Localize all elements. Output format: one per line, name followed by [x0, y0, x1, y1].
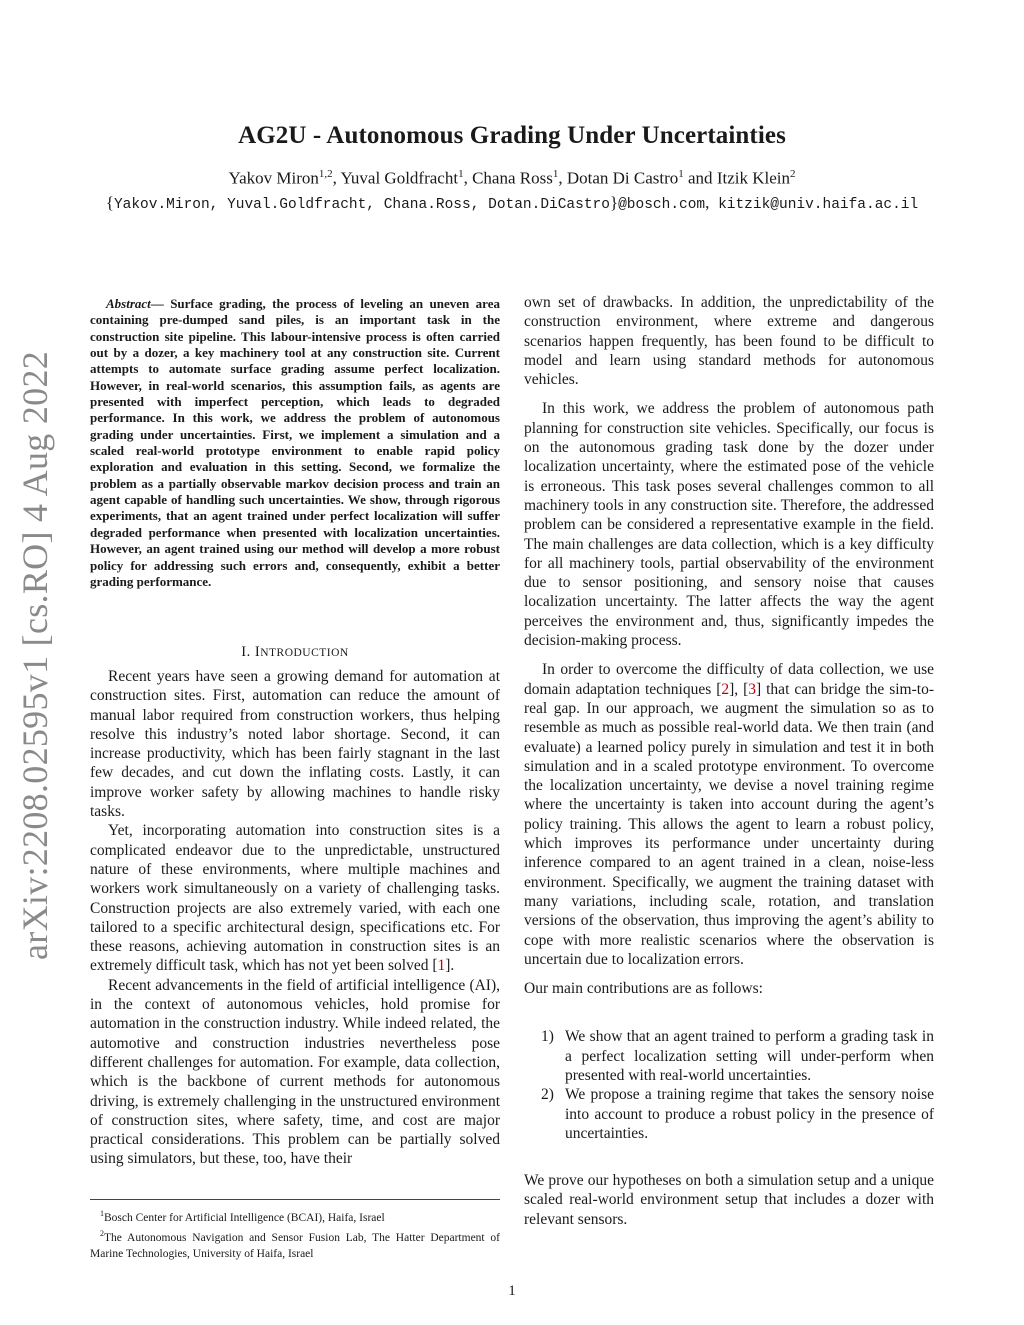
section-title-rest: NTRODUCTION — [260, 647, 349, 659]
paragraph — [90, 821, 500, 975]
author-name: Dotan Di Castro — [566, 168, 679, 188]
paper-title: AG2U - Autonomous Grading Under Uncertainties — [238, 122, 786, 149]
list-number: 1) — [541, 1028, 554, 1046]
list-item-text: We show that an agent trained to perform a grading task in a perfect localization setting will under-perform when presented with real-world uncertainties. — [565, 1028, 934, 1084]
footnote — [90, 1206, 500, 1226]
paragraph: In this work, we address the problem of autonomous path planning for construction site vehicles. Specifically, our focus is on the autonomous grading task done by the dozer under localization uncertainty, where the estimated pose of the vehicle is erroneous. This task poses several challenges common to all machinery tools in any construction site. Therefore, the addressed problem can be considered a representative example in the field. The main challenges are data collection, which is a key difficulty for all machinery tools, partial observability of the environment due to sensor positioning, and sensory noise that causes localization uncertainty. The latter affects the way the agent perceives the environment and, thus, significantly impedes the decision-making process. — [524, 400, 934, 650]
email-brace-open: { — [105, 193, 114, 212]
paragraph: own set of drawbacks. In addition, the unpredictability of the construction environment, where extreme and dangerous scenarios happen frequently, has been found to be difficult to model and learn using standard methods for autonomous vehicles. — [524, 294, 934, 389]
paragraph-text: Yet, incorporating automation into construction sites is a complicated endeavor due to the unpredictable, unstructured nature of these environments, where multiple machines and workers work simultaneously on a variety of challenging tasks. Construction projects are also extremely varied, with each one tailored to a specific architectural design, specifications etc. For these reasons, achieving automation in construction sites is an extremely difficult task, which has not yet been solved [ — [90, 822, 500, 975]
paragraph — [524, 660, 934, 969]
author-separator: , — [332, 168, 341, 188]
intro-left-column — [90, 667, 500, 1169]
footnote — [90, 1226, 500, 1262]
section-numeral: I. — [241, 644, 255, 660]
arxiv-identifier: arXiv:2208.02595v1 [cs.RO] 4 Aug 2022 — [15, 350, 55, 960]
page-number: 1 — [508, 1283, 516, 1299]
affiliation-mark: 1,2 — [318, 168, 333, 180]
footnote-divider — [90, 1199, 500, 1200]
author-list — [0, 168, 1024, 189]
list-item — [524, 1027, 934, 1085]
email-brace-close: } — [609, 193, 619, 212]
paragraph-text: In order to overcome the difficulty of data collection, we use domain adaptation techniques [ — [524, 661, 934, 698]
section-heading — [90, 644, 500, 661]
footnotes — [90, 1206, 500, 1262]
footnote-mark: 2 — [100, 1229, 104, 1239]
list-item — [524, 1085, 934, 1143]
contributions-list — [524, 1027, 934, 1143]
paragraph: Recent years have seen a growing demand for automation at construction sites. First, automation can reduce the amount of manual labor required from construction workers, thus helping resolve this industry’s noted labor shortage. Second, it can increase productivity, which has been fairly stagnant in the last few decades, and cut down the inflating costs. Lastly, it can improve worker safety by allowing machines to handle risky tasks. — [90, 668, 500, 821]
author-name: Yuval Goldfracht — [340, 168, 459, 188]
affiliation-mark: 1 — [552, 168, 559, 180]
author-separator: , — [558, 168, 567, 188]
affiliation-mark: 2 — [789, 168, 796, 180]
author-name: Chana Ross — [472, 168, 553, 188]
affiliation-mark: 1 — [458, 168, 464, 180]
email-second: kitzik@univ.haifa.ac.il — [718, 197, 919, 213]
author-name: Itzik Klein — [716, 168, 790, 188]
citation-link[interactable]: 1 — [437, 957, 446, 975]
paragraph-text: ]. — [445, 957, 455, 975]
author-name: Yakov Miron — [228, 168, 319, 188]
paragraph: Our main contributions are as follows: — [524, 980, 763, 998]
author-separator: , — [463, 168, 473, 188]
abstract-text: Surface grading, the process of leveling an uneven area containing pre-dumped sand piles, is an important task in the construction site pipeline. This labour-intensive process is often carried out by a dozer, a key machinery tool at any construction site. Current attempts to automate surface grading assume perfect localization. However, in real-world scenarios, this assumption fails, as agents are presented with imperfect perception, which leads to degraded performance. In this work, we address the problem of autonomous grading under uncertainties. First, we implement a simulation and a scaled real-world prototype environment to enable rapid policy exploration and evaluation in this setting. Second, we formalize the problem as a partially observable markov decision process and train an agent capable of handling such uncertainties. We show, through rigorous experiments, that an agent trained under perfect localization will suffer degraded performance when presented with localization uncertainties. However, an agent trained using our method will develop a more robust policy for addressing such errors and, consequently, exhibit a better grading performance. — [90, 296, 500, 589]
footnote-text: The Autonomous Navigation and Sensor Fusion Lab, The Hatter Department of Marine Technologies, University of Haifa, Israel — [90, 1232, 500, 1260]
intro-right-column — [524, 293, 934, 1229]
abstract-dash: — — [150, 296, 164, 311]
citation-link[interactable]: 3 — [748, 680, 757, 698]
paragraph-text: ], [ — [729, 680, 749, 698]
citation-link[interactable]: 2 — [721, 680, 730, 698]
author-separator: and — [683, 168, 717, 188]
affiliation-mark: 1 — [678, 168, 684, 180]
list-number: 2) — [541, 1086, 554, 1104]
paragraph-text: ] that can bridge the sim-to-real gap. In our approach, we augment the simulation so as to resemble as much as possible real-world data. We then train (and evaluate) a learned policy purely in simulation and test it in both simulation and in a scaled prototype environment. To overcome the localization uncertainty, we devise a novel training regime where the uncertainty is taken into account during the agent’s policy training. This allows the agent to learn a robust policy, which improves its performance under uncertainty during inference compared to an agent trained in a clean, noise-less environment. Specifically, we augment the training dataset with many variations, including scale, rotation, and translation versions of the observation, thus improving the agent’s ability to cope with more realistic scenarios where the observation is uncertain due to localization errors. — [524, 680, 934, 968]
email-separator: , — [705, 193, 710, 212]
paragraph: We prove our hypotheses on both a simulation setup and a unique scaled real-world environment setup that includes a dozer with relevant sensors. — [524, 1172, 934, 1228]
footnote-mark: 1 — [100, 1209, 104, 1218]
email-names: Yakov.Miron, Yuval.Goldfracht, Chana.Ross, Dotan.DiCastro — [113, 197, 610, 213]
footnote-text: Bosch Center for Artificial Intelligence (BCAI), Haifa, Israel — [104, 1211, 385, 1224]
list-item-text: We propose a training regime that takes the sensory noise into account to produce a robust policy in the presence of uncertainties. — [565, 1086, 934, 1142]
section-title-initial: I — [254, 644, 261, 660]
author-emails — [0, 193, 1024, 213]
abstract — [90, 296, 500, 590]
paragraph: Recent advancements in the field of artificial intelligence (AI), in the context of autonomous vehicles, hold promise for automation in the construction industry. While indeed related, the automotive and construction industries nevertheless pose different challenges for automation. For example, data collection, which is the backbone of current methods for autonomous driving, is extremely challenging in the unstructured environment of construction sites, where safety, time, and cost are major practical considerations. This problem can be partially solved using simulators, but these, too, have their — [90, 976, 500, 1168]
email-domain: @bosch.com — [618, 197, 706, 213]
abstract-label: Abstract — [106, 296, 151, 311]
